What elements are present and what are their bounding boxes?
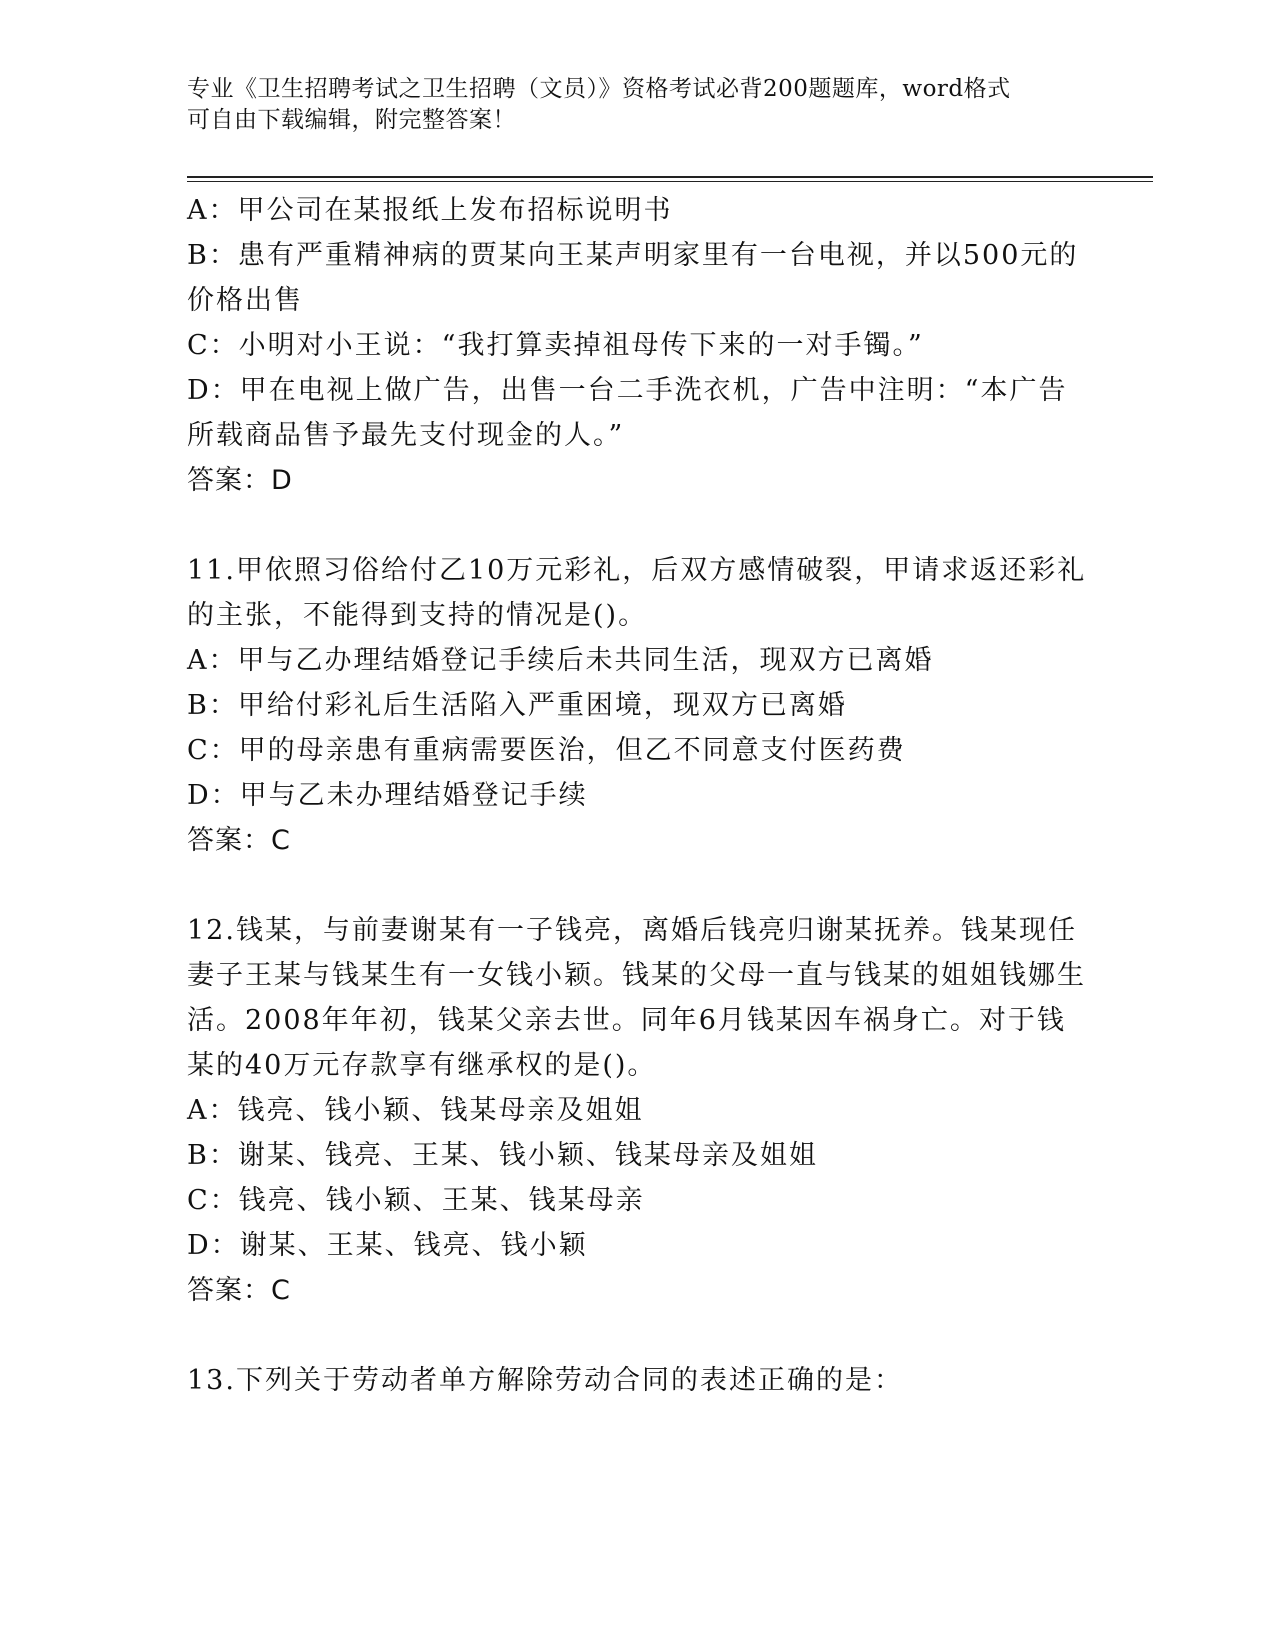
option-a: A：甲与乙办理结婚登记手续后未共同生活，现双方已离婚 — [187, 645, 934, 676]
spacer — [187, 863, 1087, 908]
spacer — [187, 1313, 1087, 1358]
header-rule-thick — [187, 176, 1153, 178]
header-rule-thin — [187, 181, 1153, 182]
header-line-2: 可自由下载编辑，附完整答案！ — [187, 107, 516, 133]
document-header — [187, 74, 1067, 136]
option-b: B：谢某、钱亮、王某、钱小颖、钱某母亲及姐姐 — [187, 1140, 818, 1171]
answer: 答案：C — [187, 1275, 291, 1306]
option-c: C：甲的母亲患有重病需要医治，但乙不同意支付医药费 — [187, 735, 906, 766]
option-a: A：钱亮、钱小颖、钱某母亲及姐姐 — [187, 1095, 644, 1126]
question-11 — [187, 548, 1087, 863]
question-stem: 12.钱某，与前妻谢某有一子钱亮，离婚后钱亮归谢某抚养。钱某现任妻子王某与钱某生有一女钱小颖。钱某的父母一直与钱某的姐姐钱娜生活。2008年年初，钱某父亲去世。同年6月钱某因车祸身亡。对于钱某的40万元存款享有继承权的是()。 — [187, 915, 1086, 1081]
question-10 — [187, 188, 1087, 503]
spacer — [187, 503, 1087, 548]
option-c: C：小明对小王说：“我打算卖掉祖母传下来的一对手镯。” — [187, 330, 924, 361]
answer: 答案：C — [187, 825, 291, 856]
option-b: B：甲给付彩礼后生活陷入严重困境，现双方已离婚 — [187, 690, 847, 721]
header-line-1: 专业《卫生招聘考试之卫生招聘（文员）》资格考试必背200题题库，word格式 — [187, 76, 1011, 102]
option-d: D：甲在电视上做广告，出售一台二手洗衣机，广告中注明：“本广告所载商品售予最先支付现金的人。” — [187, 375, 1068, 451]
question-12 — [187, 908, 1087, 1313]
option-a: A：甲公司在某报纸上发布招标说明书 — [187, 195, 673, 226]
option-b: B：患有严重精神病的贾某向王某声明家里有一台电视，并以500元的价格出售 — [187, 240, 1079, 316]
question-stem: 11.甲依照习俗给付乙10万元彩礼，后双方感情破裂，甲请求返还彩礼的主张，不能得到支持的情况是()。 — [187, 555, 1087, 631]
question-13 — [187, 1358, 1087, 1403]
answer: 答案：D — [187, 465, 293, 496]
option-d: D：甲与乙未办理结婚登记手续 — [187, 780, 588, 811]
document-body — [187, 188, 1087, 1403]
question-stem: 13.下列关于劳动者单方解除劳动合同的表述正确的是： — [187, 1365, 903, 1396]
option-c: C：钱亮、钱小颖、王某、钱某母亲 — [187, 1185, 645, 1216]
option-d: D：谢某、王某、钱亮、钱小颖 — [187, 1230, 588, 1261]
